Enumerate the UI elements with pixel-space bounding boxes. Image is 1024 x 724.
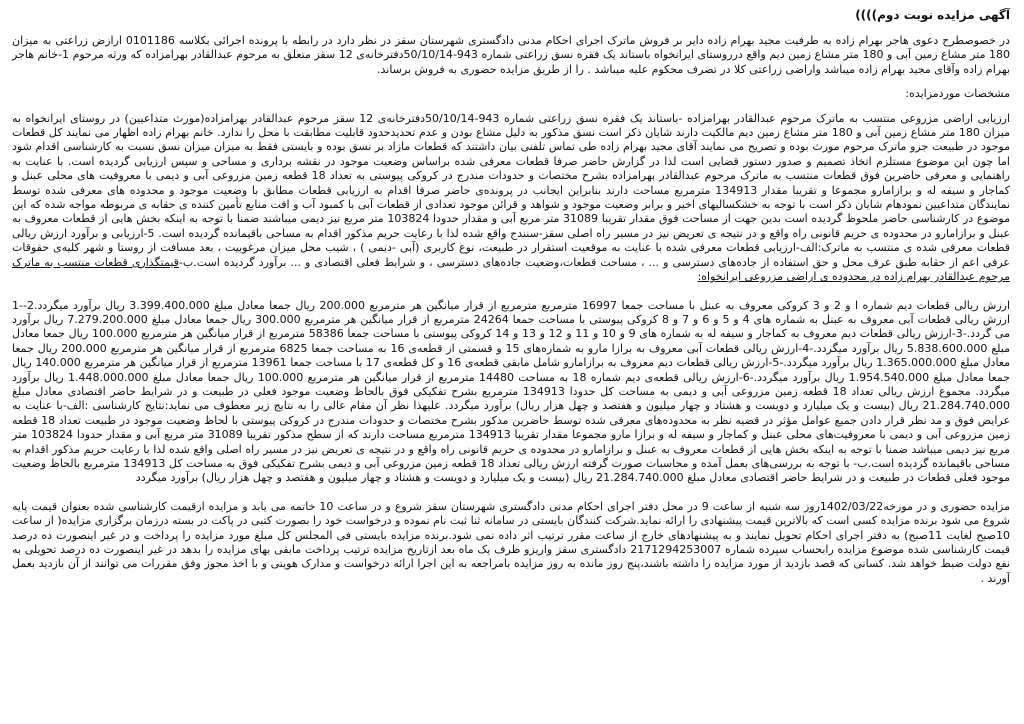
specs-paragraph (12, 112, 1010, 285)
intro-paragraph: در خصوصطرح دعوی هاجر بهرام زاده به طرفیت مجید بهرام زاده دایر بر فروش ماترک اجرای احکام مدنی دادگستری شهرستان سقز در نظر دارد در رابطه با پرونده اجرائی بکلاسه 0101186 ارازض زراعتی به میزان 180 متر مشاع زمین آبی و 180 متر مشاع زمین دیم واقع درروستای ایرانخواه باستاند یک فقره نسق زراعتی شماره 943-50/10/14دفترخانه‌ی 12 سقز متعلق به مرحوم عبدالقادر بهرامزاده که ورثه مرحوم 1-خانم هاجر بهرام زاده وآقای مجید بهرام زاده میباشد واراضی زراعتی کلا در تصرف محکوم علیه میباشد . را از طریق مزایده حضوری به فروش برساند. (12, 34, 1010, 76)
specs-heading: مشخصات موردمزایده: (905, 87, 1010, 101)
specs-underlined-heading: قیمتگذاری قطعات منتسب به ماترک مرحوم عبدالقادر بهرام زاده در محدوده ی اراضی مزروعی ایرانخواه: (12, 255, 1010, 284)
auction-terms-paragraph: مزایده حضوری و در مورخه1402/03/22روز سه شنبه از ساعت 9 در محل دفتر اجرای احکام مدنی دادگستری شهرستان سقز شروع و در ساعت 10 خاتمه می یابد و مزایده ازقیمت کارشناسی شده بعنوان قیمت پایه شروع می شود برنده مزایده کسی است که بالاترین قیمت پیشنهادی را ارائه نماید.شرکت کنندگان بایستی در سامانه ثنا ثبت نام نموده و درخواست خود را بصورت کتبی در پاکت در بسته درزمان برگزاری مزایده( از ساعت 10صبح لغایت 11صبح) به دفتر اجرای احکام تحویل نمایند و به پیشنهادهای خارج از ساعت مقرر ترتیب اثر داده نمی شود.برنده مزایده بایستی فی المجلس کل مبلغ مورد مزایده را پرداخت و در غیر اینصورت ده درصد قیمت کارشناسی شده موضوع مزایده رابحساب سپرده شماره 2171294253007 دادگستری سقز واریزو ظرف یک ماه بعد ازتاریخ مزایده ترتیب پرداخت مابقی بهای مزایده را بدهد در غیر اینصورت ده درصد تحویلی به نفع دولت ضبط خواهد شد. کسانی که قصد بازدید از مورد مزایده را داشته باشند،پنج روز مانده به روز مزایده بامراجعه به این اجرا ارائه درخواست و مدارک هویتی و با اخذ مجوز وفق مقررات می توانند از آن بازدید بعمل آورند . (12, 499, 1010, 585)
valuation-paragraph: ارزش ریالی قطعات دیم شماره ا و 2 و 3 کروکی معروف به عبنل با مساحت جمعا 16997 مترمربع مترمربع از قرار میانگین هر مترمربع 200.000 ریال جمعا معادل مبلغ 3.399.400.000 ریال برآورد میگردد.2--1 ارزش ریالی قطعات آبی معروف به عبنل به شماره های 4 و 5 و 6 و 7 و 8 کروکی پیوستی با مساحت جمعا 24264 مترمربع از قرار میانگین هر مترمربع 300.000 ریال جمعا معادل مبلغ 7.279.200.000 ریال برآورد می گردد.-3-ارزش ریالی قطعات دیم معروف به کماجار و سیفه له به شماره های 9 و 10 و 11 و 12 و 13 و 14 کروکی پیوستی با مساحت جمعا 58386 مترمربع از قرار میانگین هر مترمربع 100.000 ریال جمعا معادل مبلغ 5.838.600.000 ریال برآورد میگردد.-4-ارزش ریالی قطعات آبی معروف به برازا مارو به شماره‌های 15 و قسمتی از قطعه‌ی 16 به مساحت جمعا 6825 مترمربع از قرار میانگین هر مترمربع 200.000 ریال جمعا معادل مبلغ 1.365.000.000 ریال برآورد میگردد.-5-ارزش ریالی قطعات دیم معروف به برازامارو شامل مابقی قطعه‌ی 16 و کل قطعه‌ی 17 با مساحت جمعا 13961 مترمربع از قرار میانگین هر مترمربع 140.000 ریال جمعا معادل مبلغ 1.954.540.000 ریال برآورد میگردد.-6-ارزش ریالی قطعه‌ی دیم شماره 18 به مساحت 14480 مترمربع از قرار میانگین هر مترمربع 100.000 ریال جمعا معادل مبلغ 1.448.000.000 ریال برآورد میگردد. مجموع ارزش ریالی تعداد 18 قطعه زمین مزروعی آبی و دیمی به مساحت کل حدودا 134913 مترمربع بشرح تفکیکی فوق بالحاظ وضعیت موجود فعلی در طبیعت و در شرایط حاضر اقتصادی معادل مبلغ 21.284.740.000 ریال (بیست و یک میلیارد و دویست و هشتاد و چهار میلیون و هفتصد و چهل هزار ریال) برآورد میگردد. علیهذا نظر آن مقام عالی را به نتایج زیر معطوف می نماید:نتایج کارشناسی :الف-با عنایت به عرایض فوق و مد نظر قرار دادن جمیع عوامل مؤثر در قضیه نظر به محدوده‌های معرفی شده توسط حاضرین مذکور بشرح مختصات و حدودات مندرج در کروکی پیوستی با لحاظ وضعیت موجود در طبیعت تعداد 18 قطعه زمین مزروعی آبی و دیمی با معروفیت‌های محلی عبنل و کماجار و سیفه له و برازا مارو مجموعا مقدار تقریبا 134913 مترمربع مساحت دارند که از سطح مذکور تقریبا 31089 متر مربع آبی و مقدار حدودا 103824 متر مربع نیز دیمی میباشد ضمنا با توجه به اینکه بخش هایی از قطعات معروف به عبنل و برازامارو در محدوده ی حریم قانونی راه واقع و در نتیجه ی تعریض نیز در مسیر راه اصلی واقع شده لذا با رعایت حریم مذکور اقدام به مساحی باقیمانده گردیده است.ب- با توجه به بررسی‌های بعمل آمده و محاسبات صورت گرفته ارزش ریالی تعداد 18 قطعه زمین مزروعی آبی و دیمی بشرح تفکیکی فوق به مساحت کل 134913 مترمربع بالحاظ وضعیت موجود فعلی قطعات در طبیعت و در شرایط حاضر اقتصادی معادل مبلغ 21.284.740.000 ریال (بیست و یک میلیارد و دویست و هشتاد و چهار میلیون و هفتصد و چهل هزار ریال) برآورد میگردد (12, 298, 1011, 485)
notice-title: آگهی مزایده نوبت دوم)))) (855, 8, 1010, 22)
specs-body: ارزیابی اراضی مزروعی منتسب به ماترک مرحوم عبدالقادر بهرامزاده -باستاند یک فقره نسق زراعتی شماره 943-50/10/14دفترخانه‌ی 12 سقز مرحوم عبدالقادر بهرامزاده(مورث متداعیین) در روستای ایرانخواه به میزان 180 متر مشاع زمین آبی و 180 متر مشاع زمین دیم مالکیت دارند شایان ذکر است نسق مذکور به دلیل مشاع بودن و عدم تحدیدحدود قابلیت مطابقت با محل را ندارد. خانم بهرام زاده اظهار می نمایند کل قطعات موجود در طبیعت جزو ماترک مرحوم مورث بوده و تصریح می نمایند آقای مجید بهرام زاده طی تماس تلفنی بیان داشتند که قطعات مازاد بر نسق بوده و بایستی فقط به میزان میزان نسق نسبت به کارشناسی اقدام شود اما چون این موضوع مستلزم اتخاذ تصمیم و صدور دستور قضایی است لذا در گزارش حاضر صرفا قطعات معرفی شده براساس وضعیت موجود در نقشه برداری و مساحی و سپس ارزیابی گردیده است. با عنایت به راهنمایی و معرفی حاضرین فوق قطعات منتسب به ماترک مرحوم عبدالقادر بهرامزاده بشرح مختصات و حدودات مندرج در کروکی پیوستی به تعداد 18 قطعه زمین مزروعی آبی و دیمی با معروفیت های محلی عبنل و کماجار و سیفه له و برازامارو مجموعا و تقریبا مقدار 134913 مترمربع مساحت دارند بنابراین ایجانب در پرونده‌ی حاضر صرفا اقدام به ارزیابی قطعات مطابق با وضعیت موجود و محدوده های معرفی شده توسط نمایندگان متداعیین نمودهام شایان ذکر است با توجه به خشکسالیهای اخیر و برابر وضعیت موجود و شواهد و قرائن موجود تعدادی از قطعات آبی با کمبود آب و افت منابع تأمین کننده ی حقابه ی مربوطه مواجه شده که این موضوع در کارشناسی حاضر ملحوظ گردیده است بدین جهت از مساحت فوق مقدار تقریبا 31089 متر مربع آبی و مقدار حدودا 103824 متر مربع نیز دیمی میباشند ضمنا با توجه به اینکه بخش هایی از قطعات معروف به عبنل و برازامارو در محدوده ی حریم قانونی راه واقع و در نتیجه ی تعریض نیز در مسیر راه اصلی سقز-سنندج واقع شده لذا با رعایت حریم مذکور اقدام به مساحی باقیمانده گردیده است. 5-ارزیابی و برآورد ارزش ریالی قطعات معرفی شده ی منتسب به ماترک:الف-ارزیابی قطعات معرفی شده با عنایت به موقعیت استقرار در طبیعت، نوع کاربری (آبی -دیمی ) ، شیب محل میزان مرغوبیت ، بعد مسافت از روستا و شهر کلیه‌ی حقوقات عرفی اعم از حقابه طبق عرف محل و حق استفاده از جاده‌های دسترسی و ... ، مساحت قطعات،وضعیت جاده‌های دسترسی ، و شرایط فعلی اقتصادی و ... برآورد گردیده است.ب- (12, 111, 1011, 269)
